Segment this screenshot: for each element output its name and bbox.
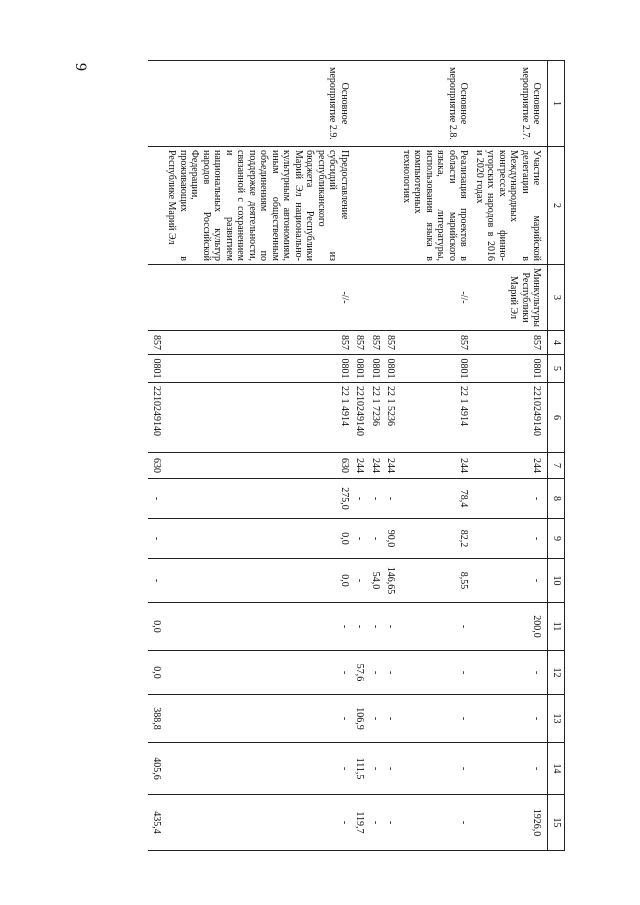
table-cell-col-15: - bbox=[368, 795, 384, 851]
table-cell-col-3: -//- bbox=[164, 265, 352, 331]
table-cell-col-9: - bbox=[472, 519, 549, 559]
table-cell-col-5: 0801 bbox=[399, 355, 472, 383]
table-cell-col-10: 146,65 bbox=[383, 559, 399, 603]
header-cell: 8 bbox=[548, 479, 565, 519]
table-cell-col-10: - bbox=[472, 559, 549, 603]
table-row bbox=[399, 61, 472, 851]
table-cell-col-6: 2210249140 bbox=[149, 383, 165, 453]
header-cell: 11 bbox=[548, 603, 565, 651]
table-cell-col-14: - bbox=[399, 743, 472, 795]
table-header bbox=[548, 61, 565, 851]
table-cell-col-2 bbox=[368, 147, 384, 265]
table-cell-col-9: 0,0 bbox=[164, 519, 352, 559]
rotated-page-content bbox=[115, 60, 565, 850]
table-cell-col-1 bbox=[352, 61, 368, 147]
table-cell-col-14: 405,6 bbox=[149, 743, 165, 795]
table-cell-col-1 bbox=[368, 61, 384, 147]
table-cell-col-8: 78,4 bbox=[399, 479, 472, 519]
program-table bbox=[149, 60, 566, 851]
table-cell-col-12: - bbox=[399, 651, 472, 695]
table-cell-col-2 bbox=[383, 147, 399, 265]
table-cell-col-12: - bbox=[472, 651, 549, 695]
table-row bbox=[472, 61, 549, 851]
table-cell-col-6: 22 1 7236 bbox=[368, 383, 384, 453]
table-cell-col-15: - bbox=[383, 795, 399, 851]
table-cell-col-11: - bbox=[368, 603, 384, 651]
table-cell-col-13: - bbox=[383, 695, 399, 743]
table-cell-col-4: 857 bbox=[368, 331, 384, 355]
table-cell-col-1: Основное мероприятие 2.7. bbox=[472, 61, 549, 147]
table-cell-col-9: - bbox=[368, 519, 384, 559]
table-cell-col-14: - bbox=[472, 743, 549, 795]
table-cell-col-9: - bbox=[149, 519, 165, 559]
table-cell-col-11: - bbox=[164, 603, 352, 651]
table-cell-col-5: 0801 bbox=[149, 355, 165, 383]
table-cell-col-13: 106,9 bbox=[352, 695, 368, 743]
table-cell-col-8: - bbox=[368, 479, 384, 519]
table-cell-col-1 bbox=[383, 61, 399, 147]
header-cell: 6 bbox=[548, 383, 565, 453]
page-number: 9 bbox=[72, 63, 89, 71]
table-cell-col-13: - bbox=[399, 695, 472, 743]
table-cell-col-3 bbox=[352, 265, 368, 331]
table-cell-col-9: - bbox=[352, 519, 368, 559]
table-cell-col-14: - bbox=[383, 743, 399, 795]
table-cell-col-10: 8,55 bbox=[399, 559, 472, 603]
table-cell-col-1: Основное мероприятие 2.8. bbox=[399, 61, 472, 147]
table-cell-col-15: - bbox=[399, 795, 472, 851]
table-cell-col-3: Минкультуры Республики Марий Эл bbox=[472, 265, 549, 331]
table-cell-col-10: 0,0 bbox=[164, 559, 352, 603]
header-cell: 2 bbox=[548, 147, 565, 265]
table-cell-col-7: 244 bbox=[368, 453, 384, 479]
table-cell-col-13: - bbox=[164, 695, 352, 743]
table-cell-col-4: 857 bbox=[383, 331, 399, 355]
header-cell: 10 bbox=[548, 559, 565, 603]
table-cell-col-11: - bbox=[352, 603, 368, 651]
table-cell-col-7: 244 bbox=[472, 453, 549, 479]
table-cell-col-4: 857 bbox=[399, 331, 472, 355]
table-cell-col-15: 119,7 bbox=[352, 795, 368, 851]
table-cell-col-8: - bbox=[472, 479, 549, 519]
header-cell: 4 bbox=[548, 331, 565, 355]
table-cell-col-6: 2210249140 bbox=[352, 383, 368, 453]
table-cell-col-13: - bbox=[368, 695, 384, 743]
table-cell-col-12: - bbox=[368, 651, 384, 695]
table-cell-col-7: 630 bbox=[149, 453, 165, 479]
header-cell: 9 bbox=[548, 519, 565, 559]
table-cell-col-11: - bbox=[399, 603, 472, 651]
header-cell: 5 bbox=[548, 355, 565, 383]
table-cell-col-8: - bbox=[149, 479, 165, 519]
table-cell-col-11: - bbox=[383, 603, 399, 651]
table-cell-col-8: - bbox=[352, 479, 368, 519]
table-cell-col-7: 630 bbox=[164, 453, 352, 479]
table-row bbox=[368, 61, 384, 851]
table-cell-col-10: - bbox=[352, 559, 368, 603]
table-cell-col-7: 244 bbox=[352, 453, 368, 479]
table-cell-col-10: 54,0 bbox=[368, 559, 384, 603]
table-cell-col-4: 857 bbox=[472, 331, 549, 355]
table-cell-col-5: 0801 bbox=[352, 355, 368, 383]
table-cell-col-3 bbox=[368, 265, 384, 331]
table-cell-col-9: 82,2 bbox=[399, 519, 472, 559]
table-cell-col-4: 857 bbox=[164, 331, 352, 355]
table-cell-col-3 bbox=[383, 265, 399, 331]
table-cell-col-5: 0801 bbox=[164, 355, 352, 383]
table-cell-col-5: 0801 bbox=[472, 355, 549, 383]
table-row bbox=[383, 61, 399, 851]
header-cell: 1 bbox=[548, 61, 565, 147]
table-cell-col-5: 0801 bbox=[368, 355, 384, 383]
table-cell-col-2: Реализация проектов в области марийского языка, литературы, использования языка в компьютерных технологиях bbox=[399, 147, 472, 265]
table-cell-col-6: 22 1 4914 bbox=[399, 383, 472, 453]
table-cell-col-14: 111,5 bbox=[352, 743, 368, 795]
table-row bbox=[164, 61, 352, 851]
table-cell-col-14: - bbox=[368, 743, 384, 795]
header-cell: 12 bbox=[548, 651, 565, 695]
table-cell-col-2: Предоставление субсидий из республиканского бюджета Республики Марий Эл национально-культурным автономиям, иным общественным объединениям по поддержке деятельности, связанной с сохранением и развитием национальных культур народов Российской Федерации, проживающих в Республике Марий Эл bbox=[164, 147, 352, 265]
table-cell-col-15: 1926,0 bbox=[472, 795, 549, 851]
table-cell-col-7: 244 bbox=[383, 453, 399, 479]
table-cell-col-8: 275,0 bbox=[164, 479, 352, 519]
table-cell-col-12: - bbox=[164, 651, 352, 695]
table-cell-col-11: 200,0 bbox=[472, 603, 549, 651]
table-cell-col-3 bbox=[149, 265, 165, 331]
table-cell-col-2 bbox=[149, 147, 165, 265]
table-cell-col-5: 0801 bbox=[383, 355, 399, 383]
table-cell-col-4: 857 bbox=[149, 331, 165, 355]
table-cell-col-2: Участие марийской делегации в Международных конгрессах финно-угорских народов в 2016 и 2020 годах bbox=[472, 147, 549, 265]
header-cell: 7 bbox=[548, 453, 565, 479]
header-cell: 13 bbox=[548, 695, 565, 743]
header-cell: 14 bbox=[548, 743, 565, 795]
table-cell-col-9: 90,0 bbox=[383, 519, 399, 559]
table-cell-col-4: 857 bbox=[352, 331, 368, 355]
table-cell-col-1: Основное мероприятие 2.9. bbox=[164, 61, 352, 147]
table-cell-col-12: - bbox=[383, 651, 399, 695]
table-cell-col-13: - bbox=[472, 695, 549, 743]
header-cell: 15 bbox=[548, 795, 565, 851]
table-cell-col-10: - bbox=[149, 559, 165, 603]
table-cell-col-6: 2210249140 bbox=[472, 383, 549, 453]
table-cell-col-3: -//- bbox=[399, 265, 472, 331]
table-cell-col-7: 244 bbox=[399, 453, 472, 479]
table-cell-col-1 bbox=[149, 61, 165, 147]
table-cell-col-6: 22 1 4914 bbox=[164, 383, 352, 453]
table-body bbox=[149, 61, 549, 851]
table-cell-col-13: 388,8 bbox=[149, 695, 165, 743]
header-cell: 3 bbox=[548, 265, 565, 331]
table-cell-col-6: 22 1 5236 bbox=[383, 383, 399, 453]
table-cell-col-8: - bbox=[383, 479, 399, 519]
table-cell-col-15: 435,4 bbox=[149, 795, 165, 851]
table-cell-col-11: 0,0 bbox=[149, 603, 165, 651]
table-cell-col-12: 0,0 bbox=[149, 651, 165, 695]
table-cell-col-12: 57,6 bbox=[352, 651, 368, 695]
table-row bbox=[352, 61, 368, 851]
table-cell-col-14: - bbox=[164, 743, 352, 795]
table-cell-col-15: - bbox=[164, 795, 352, 851]
table-cell-col-2 bbox=[352, 147, 368, 265]
table-row bbox=[149, 61, 165, 851]
